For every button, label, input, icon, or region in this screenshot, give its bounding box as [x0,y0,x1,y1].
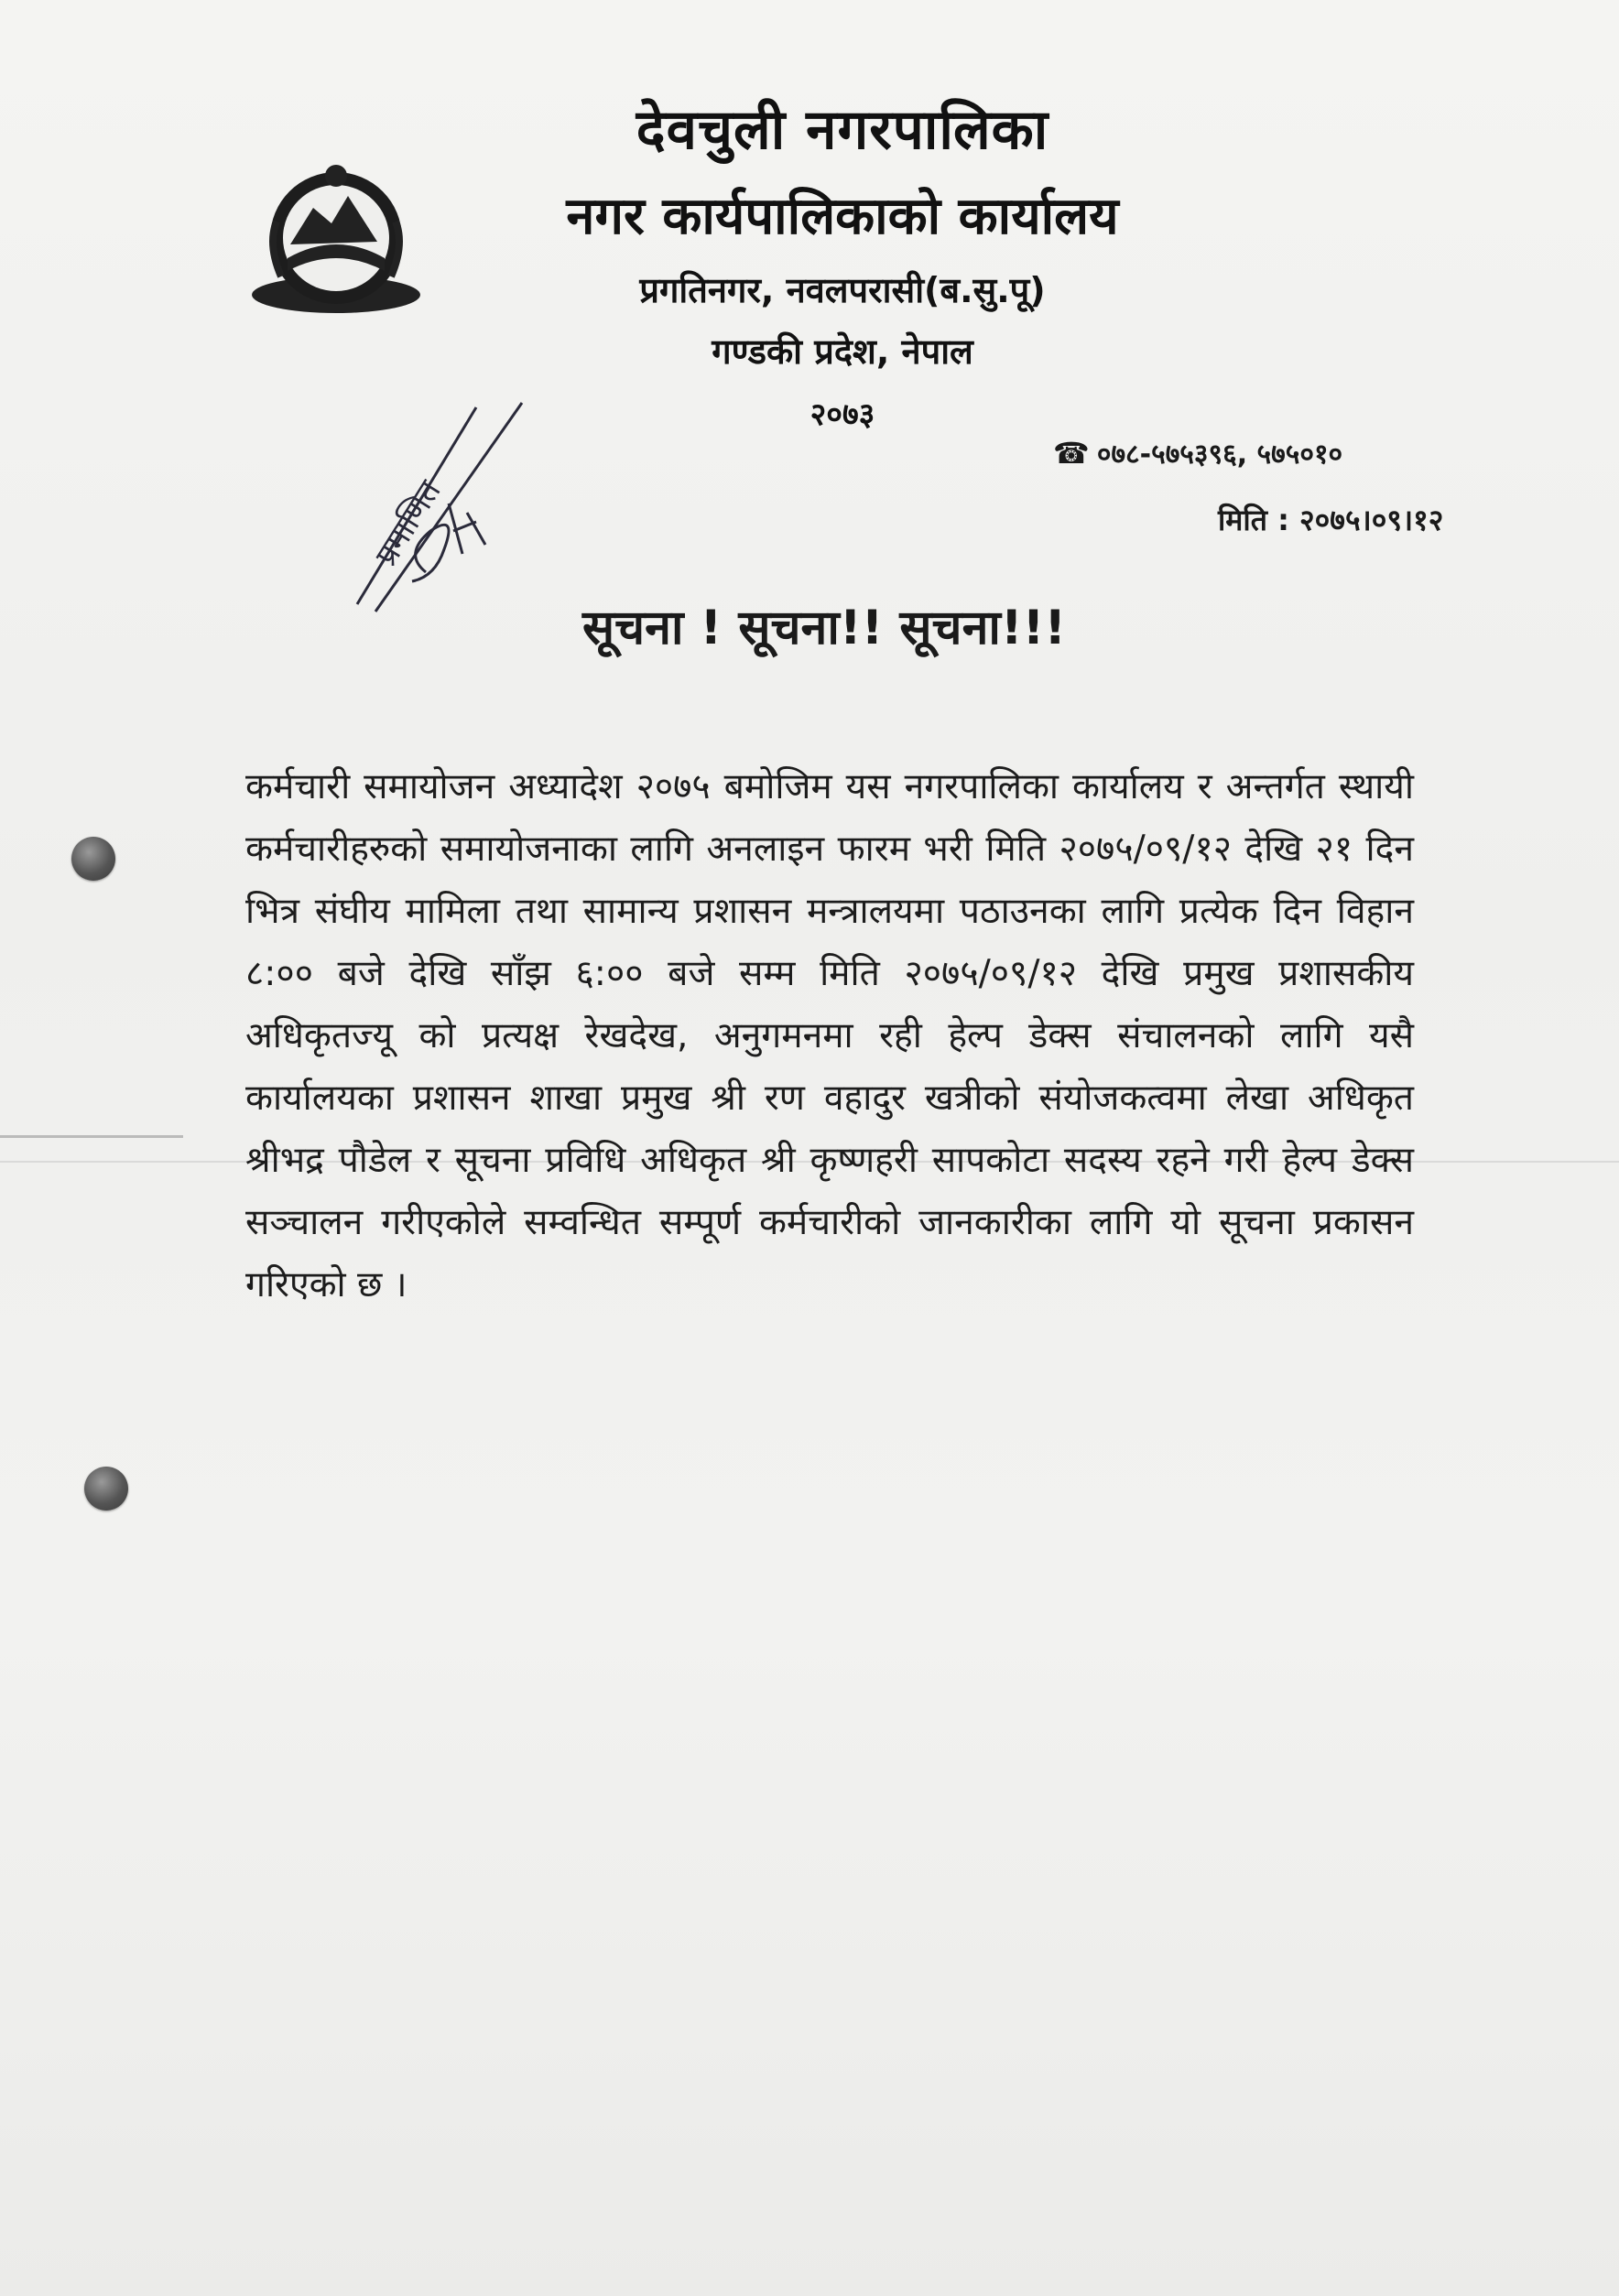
punch-hole-bottom [84,1467,128,1511]
notice-date: मिति : २०७५।०९।१२ [1218,503,1444,537]
svg-text:प्रमाणित: प्रमाणित [368,473,449,573]
handwritten-signature-stamp-icon [339,394,549,613]
paper-edge-mark [0,1135,183,1138]
notice-title: सूचना ! सूचना!! सूचना!!! [581,601,1067,655]
notice-body: कर्मचारी समायोजन अध्यादेश २०७५ बमोजिम यस नगरपालिका कार्यालय र अन्तर्गत स्थायी कर्मचारीहरुको समायोजनाका लागि अनलाइन फारम भरी मिति २०७५/०९/१२ देखि २१ दिन भित्र संघीय मामिला तथा सामान्य प्रशासन मन्त्रालयमा पठाउनका लागि प्रत्येक दिन विहान ८:०० बजे देखि साँझ ६:०० बजे सम्म मिति २०७५/०९/१२ देखि प्रमुख प्रशासकीय अधिकृतज्यू को प्रत्यक्ष रेखदेख, अनुगमनमा रही हेल्प डेक्स संचालनको लागि यसै कार्यालयका प्रशासन शाखा प्रमुख श्री रण वहादुर खत्रीको संयोजकत्वमा लेखा अधिकृत श्रीभद्र पौडेल र सूचना प्रविधि अधिकृत श्री कृष्णहरी सापकोटा सदस्य रहने गरी हेल्प डेक्स सञ्चालन गरीएकोले सम्वन्धित सम्पूर्ण कर्मचारीको जानकारीका लागि यो सूचना प्रकासन गरिएको छ । [245,766,1414,1305]
province-country: गण्डकी प्रदेश, नेपाल [712,331,973,372]
telephone-icon: ☎ [1053,436,1090,471]
office-address: प्रगतिनगर, नवलपरासी(ब.सु.पू) [639,270,1046,310]
phone-line [1053,434,1342,471]
municipality-name: देवचुली नगरपालिका [636,98,1049,162]
office-name: नगर कार्यपालिकाको कार्यालय [566,187,1119,246]
punch-hole-top [71,837,115,881]
phone-numbers: ०७८-५७५३९६, ५७५०१० [1096,439,1343,471]
established-year: २०७३ [810,396,875,433]
